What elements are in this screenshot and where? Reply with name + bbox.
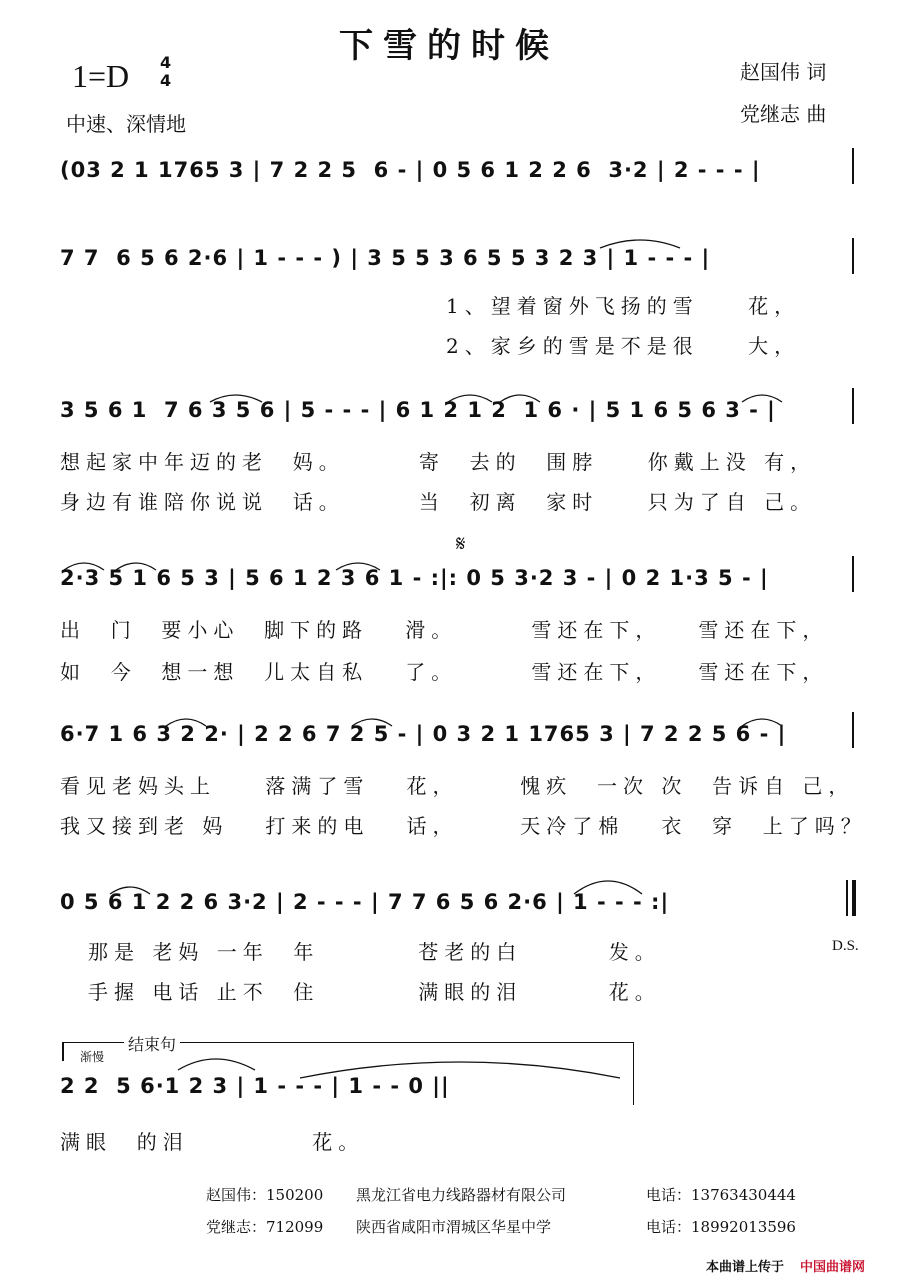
staff-system-2 xyxy=(60,246,860,282)
final-repeat-barline xyxy=(846,880,848,916)
lyricist-contact: 赵国伟：150200 xyxy=(206,1186,324,1204)
lyric-verse-2: 我又接到老 妈 打来的电 话， 天冷了棉 衣 穿 上了吗？ xyxy=(60,814,867,838)
staff-system-6 xyxy=(60,890,860,926)
staff-system-3 xyxy=(60,398,860,434)
notation-line: 3 5 6 1 7 6 3 5 6 | 5 - - - | 6 1 2 1 2 1 6 · | 5 1 6 5 6 3 - | xyxy=(60,398,776,422)
lyricist-phone: 电话：13763430444 xyxy=(646,1186,796,1204)
barline xyxy=(852,712,854,748)
time-signature-bottom: 4 xyxy=(160,71,172,90)
composer-phone: 电话：18992013596 xyxy=(646,1218,796,1236)
lyric-verse-1: 出 门 要小心 脚下的路 滑。 雪还在下， 雪还在下， xyxy=(60,618,829,642)
tempo-marking: 中速、深情地 xyxy=(66,112,186,136)
lyric-ending: 满眼 的泪 花。 xyxy=(60,1130,365,1154)
notation-line: 0 5 6 1 2 2 6 3·2 | 2 - - - | 7 7 6 5 6 2·6 | 1 - - - :| xyxy=(60,890,670,914)
bracket-left-edge xyxy=(62,1043,64,1061)
composer-credit: 党继志 曲 xyxy=(740,102,827,126)
final-repeat-barline-thick xyxy=(852,880,856,916)
song-title: 下雪的时候 xyxy=(339,26,559,66)
upload-note: 本曲谱上传于 xyxy=(706,1260,785,1275)
dal-segno-mark: D.S. xyxy=(832,938,859,954)
segno-sign: 𝄋 xyxy=(456,532,466,557)
lyric-verse-2: 2、家乡的雪是不是很 大， xyxy=(446,334,801,358)
lyric-verse-2: 手握 电话 止不 住 满眼的泪 花。 xyxy=(88,980,661,1004)
barline xyxy=(852,556,854,592)
barline xyxy=(852,238,854,274)
lyric-verse-1: 看见老妈头上 落满了雪 花， 愧疚 一次 次 告诉自 己， xyxy=(60,774,855,798)
staff-system-4 xyxy=(60,566,860,602)
key-signature: 1=D xyxy=(72,58,130,94)
site-logo[interactable]: 中国曲谱网 xyxy=(800,1260,866,1275)
ending-label: 结束句 xyxy=(124,1032,180,1055)
staff-system-5 xyxy=(60,722,860,758)
staff-system-1 xyxy=(60,158,860,194)
composer-organization: 陕西省咸阳市渭城区华星中学 xyxy=(356,1218,552,1236)
notation-line: 7 7 6 5 6 2·6 | 1 - - - ) | 3 5 5 3 6 5 5 3 2 3 | 1 - - - | xyxy=(60,246,711,270)
lyric-verse-2: 身边有谁陪你说说 话。 当 初离 家时 只为了自 己。 xyxy=(60,490,817,514)
staff-system-7 xyxy=(60,1074,860,1110)
composer-contact: 党继志：712099 xyxy=(206,1218,324,1236)
time-signature xyxy=(160,54,171,90)
ritardando-marking: 渐慢 xyxy=(80,1050,105,1064)
time-signature-top: 4 xyxy=(160,53,172,72)
notation-line: 2 2 5 6·1 2 3 | 1 - - - | 1 - - 0 || xyxy=(60,1074,450,1098)
notation-line: (03 2 1 1765 3 | 7 2 2 5 6 - | 0 5 6 1 2 2 6 3·2 | 2 - - - | xyxy=(60,158,761,182)
lyric-verse-2: 如 今 想一想 儿太自私 了。 雪还在下， 雪还在下， xyxy=(60,660,829,684)
lyric-verse-1: 想起家中年迈的老 妈。 寄 去的 围脖 你戴上没 有， xyxy=(60,450,817,474)
notation-line: 6·7 1 6 3 2 2· | 2 2 6 7 2 5 - | 0 3 2 1 1765 3 | 7 2 2 5 6 - | xyxy=(60,722,787,746)
notation-line: 2·3 5 1 6 5 3 | 5 6 1 2 3 6 1 - :|: 0 5 3·2 3 - | 0 2 1·3 5 - | xyxy=(60,566,769,590)
barline xyxy=(852,388,854,424)
barline xyxy=(852,148,854,184)
lyric-verse-1: 1、望着窗外飞扬的雪 花， xyxy=(446,294,801,318)
lyricist-credit: 赵国伟 词 xyxy=(740,60,827,84)
lyric-verse-1: 那是 老妈 一年 年 苍老的白 发。 xyxy=(88,940,661,964)
lyricist-organization: 黑龙江省电力线路器材有限公司 xyxy=(356,1186,567,1204)
